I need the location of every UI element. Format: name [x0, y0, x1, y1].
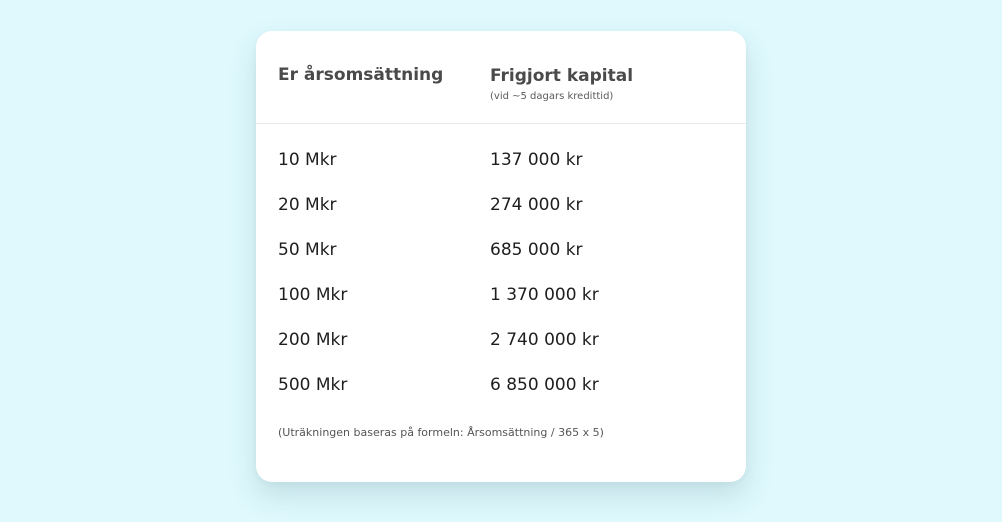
turnover-cell: 50 Mkr [278, 240, 337, 260]
header-freed-capital-note: (vid ~5 dagars kredittid) [490, 91, 614, 102]
capital-cell: 1 370 000 kr [490, 285, 599, 305]
turnover-cell: 100 Mkr [278, 285, 348, 305]
formula-footnote: (Uträkningen baseras på formeln: Årsomsättning / 365 x 5) [278, 426, 604, 439]
turnover-cell: 500 Mkr [278, 375, 348, 395]
turnover-cell: 10 Mkr [278, 150, 337, 170]
table-row [256, 273, 746, 318]
turnover-cell: 200 Mkr [278, 330, 348, 350]
table-row [256, 138, 746, 183]
capital-cell: 685 000 kr [490, 240, 583, 260]
header-freed-capital: Frigjort kapital [490, 66, 634, 86]
table-row [256, 228, 746, 273]
turnover-cell: 20 Mkr [278, 195, 337, 215]
table-row [256, 318, 746, 363]
table-header [256, 31, 746, 124]
capital-cell: 274 000 kr [490, 195, 583, 215]
table-row [256, 363, 746, 408]
capital-cell: 2 740 000 kr [490, 330, 599, 350]
capital-cell: 6 850 000 kr [490, 375, 599, 395]
capital-table-card [256, 31, 746, 482]
table-body [256, 138, 746, 408]
capital-cell: 137 000 kr [490, 150, 583, 170]
table-row [256, 183, 746, 228]
header-turnover: Er årsomsättning [278, 65, 444, 85]
